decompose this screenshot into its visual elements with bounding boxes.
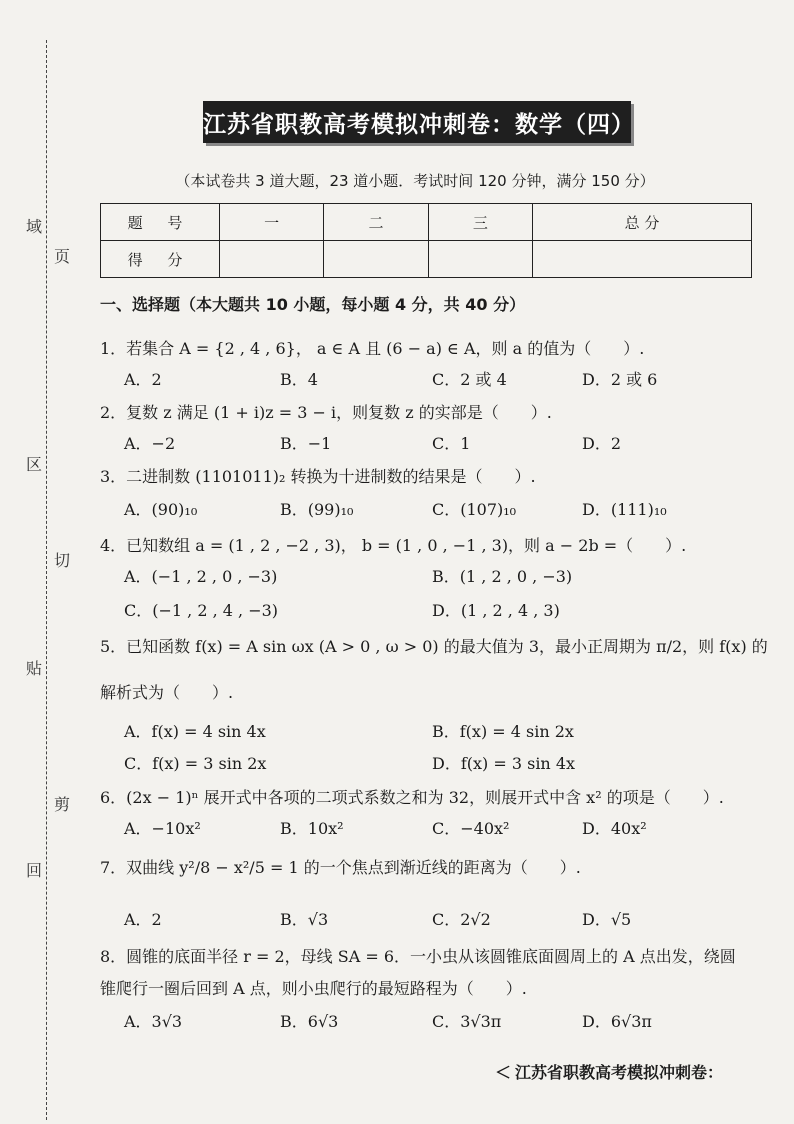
option[interactable]: C．f(x) = 3 sin 2x [124,754,267,773]
option[interactable]: D．√5 [582,910,632,929]
option[interactable]: C．(−1 , 2 , 4 , −3) [124,601,279,620]
question-stem: 8．圆锥的底面半径 r = 2，母线 SA = 6．一小虫从该圆锥底面圆周上的 A 点出发，绕圆 [100,947,736,966]
question-stem: 7．双曲线 y²/8 − x²/5 = 1 的一个焦点到渐近线的距离为（ ）. [100,858,581,877]
option[interactable]: D．f(x) = 3 sin 4x [432,754,576,773]
option[interactable]: C．2√2 [432,910,491,929]
table-header-cell: 总 分 [533,204,752,241]
margin-char: 页 [54,247,71,266]
option[interactable]: C．2 或 4 [432,370,507,389]
option[interactable]: D．40x² [582,819,647,838]
table-header-cell: 二 [324,204,428,241]
option[interactable]: B．(99)₁₀ [280,500,354,519]
options-row [124,816,684,838]
options-row [124,907,684,929]
score-table [100,203,752,278]
option[interactable]: C．3√3π [432,1012,502,1031]
option[interactable]: A．(90)₁₀ [124,500,198,519]
question-stem: 3．二进制数 (1101011)₂ 转换为十进制数的结果是（ ）. [100,467,536,486]
option[interactable]: D．(1 , 2 , 4 , 3) [432,601,560,620]
option[interactable]: A．(−1 , 2 , 0 , −3) [124,567,278,586]
footer [495,1060,723,1083]
question-stem: 2．复数 z 满足 (1 + i)z = 3 − i，则复数 z 的实部是（ ）. [100,403,552,422]
binding-dashed-line [46,40,47,1120]
option[interactable]: D．(111)₁₀ [582,500,667,519]
option[interactable]: D．6√3π [582,1012,652,1031]
page-title: 江苏省职教高考模拟冲刺卷：数学（四） [203,101,631,143]
table-header-cell: 题 号 [101,204,220,241]
option[interactable]: C．1 [432,434,471,453]
options-row [124,564,684,586]
option[interactable]: B．−1 [280,434,332,453]
table-header-cell: 一 [220,204,324,241]
option[interactable]: A．−10x² [124,819,201,838]
question-stem: 5．已知函数 f(x) = A sin ωx (A > 0 , ω > 0) 的最大值为 3，最小正周期为 π/2，则 f(x) 的 [100,637,768,656]
options-row [124,497,684,519]
options-row [124,719,684,741]
margin-char: 域 [26,217,43,236]
score-cell[interactable] [324,241,428,278]
exam-info: （本试卷共 3 道大题，23 道小题．考试时间 120 分钟，满分 150 分） [175,172,655,190]
option[interactable]: A．f(x) = 4 sin 4x [124,722,266,741]
option[interactable]: C．−40x² [432,819,510,838]
margin-char: 切 [54,551,71,570]
margin-char: 区 [26,455,43,474]
options-row [124,751,684,773]
table-row [101,204,752,241]
chevron-left-icon: ＜ [495,1063,512,1082]
table-row-label: 得 分 [101,241,220,278]
option[interactable]: C．(107)₁₀ [432,500,517,519]
table-row [101,241,752,278]
option[interactable]: B．(1 , 2 , 0 , −3) [432,567,573,586]
options-row [124,1009,684,1031]
question-stem-continued: 锥爬行一圈后回到 A 点，则小虫爬行的最短路程为（ ）. [100,979,527,998]
footer-text: 江苏省职教高考模拟冲刺卷： [515,1063,724,1082]
options-row [124,598,684,620]
option[interactable]: B．√3 [280,910,329,929]
question-stem-continued: 解析式为（ ）. [100,683,234,702]
margin-char: 剪 [54,795,71,814]
option[interactable]: D．2 [582,434,622,453]
option[interactable]: D．2 或 6 [582,370,658,389]
option[interactable]: B．6√3 [280,1012,339,1031]
question-stem: 4．已知数组 a = (1 , 2 , −2 , 3)， b = (1 , 0 , −1 , 3)，则 a − 2b =（ ）. [100,536,687,555]
options-row [124,431,684,453]
options-row [124,367,684,389]
option[interactable]: B．10x² [280,819,344,838]
option[interactable]: A．2 [124,910,162,929]
margin-char: 回 [26,861,43,880]
option[interactable]: B．f(x) = 4 sin 2x [432,722,574,741]
question-stem: 6．(2x − 1)ⁿ 展开式中各项的二项式系数之和为 32，则展开式中含 x² 的项是（ ）. [100,788,724,807]
option[interactable]: A．2 [124,370,162,389]
table-header-cell: 三 [428,204,532,241]
section-title: 一、选择题（本大题共 10 小题，每小题 4 分，共 40 分） [100,295,526,314]
score-cell[interactable] [533,241,752,278]
option[interactable]: A．−2 [124,434,176,453]
score-cell[interactable] [220,241,324,278]
score-cell[interactable] [428,241,532,278]
question-stem: 1．若集合 A = {2 , 4 , 6}， a ∈ A 且 (6 − a) ∈ A，则 a 的值为（ ）. [100,339,645,358]
option[interactable]: A．3√3 [124,1012,183,1031]
margin-char: 贴 [26,659,43,678]
option[interactable]: B．4 [280,370,318,389]
